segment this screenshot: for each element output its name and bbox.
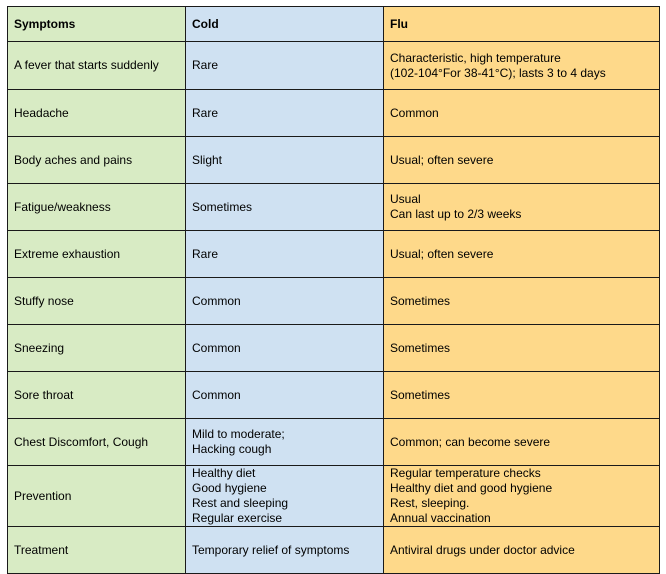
cold-cell xyxy=(186,372,384,419)
symptom-cell: Stuffy nose xyxy=(8,278,186,325)
cold-vs-flu-table xyxy=(7,6,660,574)
table-row xyxy=(8,372,660,419)
cold-cell xyxy=(186,419,384,466)
header-cold: Cold xyxy=(186,7,384,42)
flu-cell xyxy=(384,372,660,419)
cold-cell-line: Common xyxy=(192,387,241,402)
flu-cell-line: Sometimes xyxy=(390,387,451,402)
header-flu: Flu xyxy=(384,7,660,42)
flu-cell xyxy=(384,466,660,527)
flu-cell-line: Sometimes xyxy=(390,340,451,355)
cold-cell xyxy=(186,527,384,574)
flu-cell-line: Common; can become severe xyxy=(390,434,551,449)
flu-cell-line: Healthy diet and good hygiene xyxy=(390,481,553,495)
cold-cell xyxy=(186,466,384,527)
cold-cell xyxy=(186,325,384,372)
cold-cell-line: Hacking cough xyxy=(192,442,272,456)
flu-cell xyxy=(384,90,660,137)
flu-cell xyxy=(384,527,660,574)
comparison-table-container xyxy=(7,6,660,574)
flu-cell xyxy=(384,325,660,372)
flu-cell-line: Rest, sleeping. xyxy=(390,496,470,510)
table-row xyxy=(8,325,660,372)
table-row xyxy=(8,278,660,325)
table-row xyxy=(8,137,660,184)
cold-cell xyxy=(186,42,384,90)
flu-cell-line: Usual; often severe xyxy=(390,152,494,167)
symptom-cell: Treatment xyxy=(8,527,186,574)
flu-cell-line: Common xyxy=(390,105,439,120)
symptom-cell: Sore throat xyxy=(8,372,186,419)
flu-cell-line: (102-104°For 38-41°C); lasts 3 to 4 days xyxy=(390,65,606,80)
cold-cell xyxy=(186,278,384,325)
cold-cell xyxy=(186,231,384,278)
table-row xyxy=(8,419,660,466)
table-row xyxy=(8,527,660,574)
table-header-row xyxy=(8,7,660,42)
flu-cell-line: Can last up to 2/3 weeks xyxy=(390,207,522,221)
cold-cell-line: Rare xyxy=(192,246,219,261)
cold-cell-line: Healthy diet xyxy=(192,466,256,480)
symptom-cell: A fever that starts suddenly xyxy=(8,42,186,90)
cold-cell-line: Regular exercise xyxy=(192,511,283,525)
table-row xyxy=(8,42,660,90)
header-symptoms: Symptoms xyxy=(8,7,186,42)
cold-cell xyxy=(186,184,384,231)
flu-cell xyxy=(384,278,660,325)
cold-cell-line: Rare xyxy=(192,58,219,72)
table-row xyxy=(8,231,660,278)
cold-cell-line: Temporary relief of symptoms xyxy=(192,542,350,557)
flu-cell xyxy=(384,137,660,184)
flu-cell xyxy=(384,184,660,231)
flu-cell-line: Characteristic, high temperature xyxy=(390,50,561,65)
cold-cell-line: Common xyxy=(192,340,241,355)
cold-cell-line: Rare xyxy=(192,105,219,120)
flu-cell-line: Sometimes xyxy=(390,293,451,308)
flu-cell-line: Antiviral drugs under doctor advice xyxy=(390,542,575,557)
table-row xyxy=(8,90,660,137)
flu-cell-line: Usual; often severe xyxy=(390,246,494,261)
cold-cell-line: Sometimes xyxy=(192,199,253,214)
table-row xyxy=(8,184,660,231)
symptom-cell: Chest Discomfort, Cough xyxy=(8,419,186,466)
symptom-cell: Extreme exhaustion xyxy=(8,231,186,278)
symptom-cell: Headache xyxy=(8,90,186,137)
cold-cell-line: Slight xyxy=(192,152,223,167)
symptom-cell: Prevention xyxy=(8,466,186,527)
flu-cell-line: Annual vaccination xyxy=(390,511,491,525)
flu-cell-line: Regular temperature checks xyxy=(390,466,541,480)
cold-cell xyxy=(186,137,384,184)
flu-cell-line: Usual xyxy=(390,192,421,206)
symptom-cell: Sneezing xyxy=(8,325,186,372)
flu-cell xyxy=(384,42,660,90)
table-row xyxy=(8,466,660,527)
cold-cell-line: Mild to moderate; xyxy=(192,427,285,441)
flu-cell xyxy=(384,231,660,278)
cold-cell-line: Good hygiene xyxy=(192,481,267,495)
symptom-cell: Body aches and pains xyxy=(8,137,186,184)
symptom-cell: Fatigue/weakness xyxy=(8,184,186,231)
flu-cell xyxy=(384,419,660,466)
cold-cell xyxy=(186,90,384,137)
cold-cell-line: Rest and sleeping xyxy=(192,496,289,510)
cold-cell-line: Common xyxy=(192,293,241,308)
